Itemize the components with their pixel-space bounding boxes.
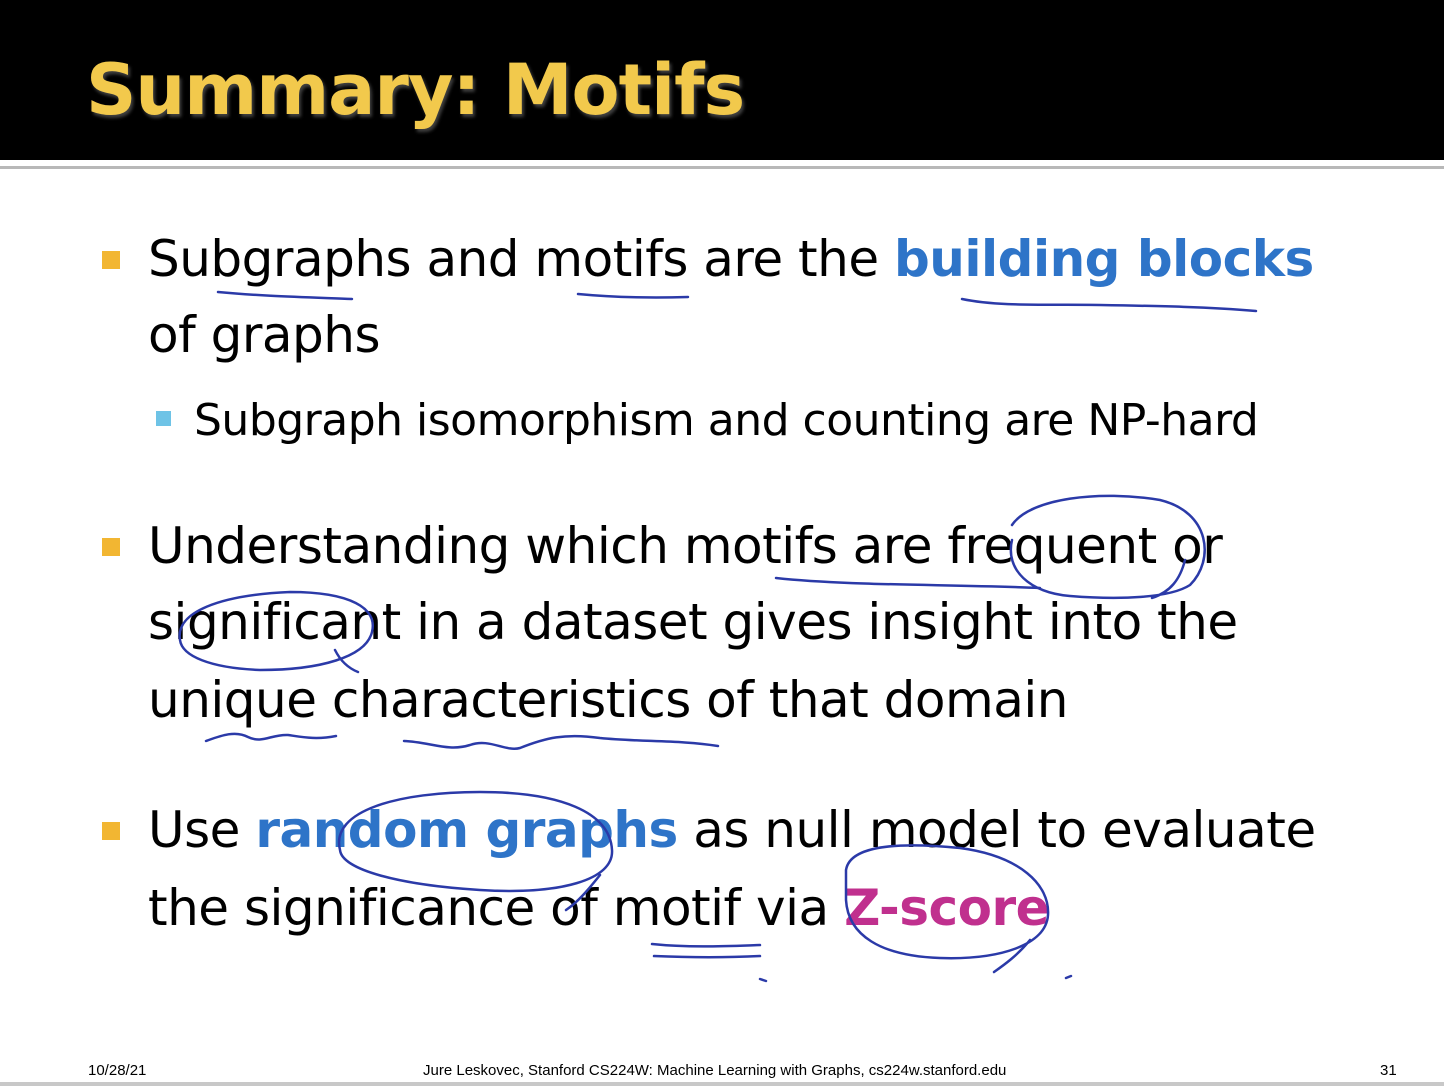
text-run: of graphs xyxy=(148,306,380,364)
emphasis-random-graphs: random graphs xyxy=(255,801,678,859)
bullet-2-line-3: unique characteristics of that domain xyxy=(148,671,1068,729)
emphasis-building-blocks: building blocks xyxy=(893,230,1314,288)
wavy-characteristics xyxy=(404,736,718,749)
bullet-1-line-2 xyxy=(148,305,380,365)
bullet-3-line-1 xyxy=(148,800,1316,860)
wavy-unique xyxy=(206,734,336,741)
bullet-3-line-2 xyxy=(148,878,1049,938)
underline-building-blocks xyxy=(962,299,1256,311)
slide-title: Summary: Motifs xyxy=(86,49,745,131)
text-run: the significance of motif via xyxy=(148,879,845,937)
tick-mark-2 xyxy=(1066,976,1071,978)
double-underline-motif xyxy=(652,944,760,957)
footer-page-number: 31 xyxy=(1380,1062,1397,1079)
text-run: Subgraphs and motifs are the xyxy=(148,230,894,288)
title-bar xyxy=(0,0,1444,160)
text-run: as null model to evaluate xyxy=(677,801,1316,859)
emphasis-z-score: Z-score xyxy=(844,879,1050,937)
underline-subgraphs xyxy=(218,292,352,299)
footer-credit: Jure Leskovec, Stanford CS224W: Machine Learning with Graphs, cs224w.stanford.edu xyxy=(423,1062,1007,1079)
underline-motifs xyxy=(578,294,688,298)
bullet-1-line-1 xyxy=(148,229,1314,289)
bullet-marker xyxy=(102,251,120,269)
sub-bullet-marker xyxy=(156,411,171,426)
underline-motifs-2 xyxy=(776,578,1040,588)
footer-date: 10/28/21 xyxy=(88,1062,147,1079)
bottom-border xyxy=(0,1082,1444,1086)
sub-bullet-text: Subgraph isomorphism and counting are NP-hard xyxy=(194,395,1259,446)
bullet-2-line-1: Understanding which motifs are frequent or xyxy=(148,517,1223,575)
title-divider xyxy=(0,166,1444,169)
tick-mark xyxy=(760,979,766,981)
bullet-marker xyxy=(102,822,120,840)
text-run: Use xyxy=(148,801,256,859)
bullet-marker xyxy=(102,538,120,556)
bullet-2-line-2: significant in a dataset gives insight into the xyxy=(148,593,1238,651)
